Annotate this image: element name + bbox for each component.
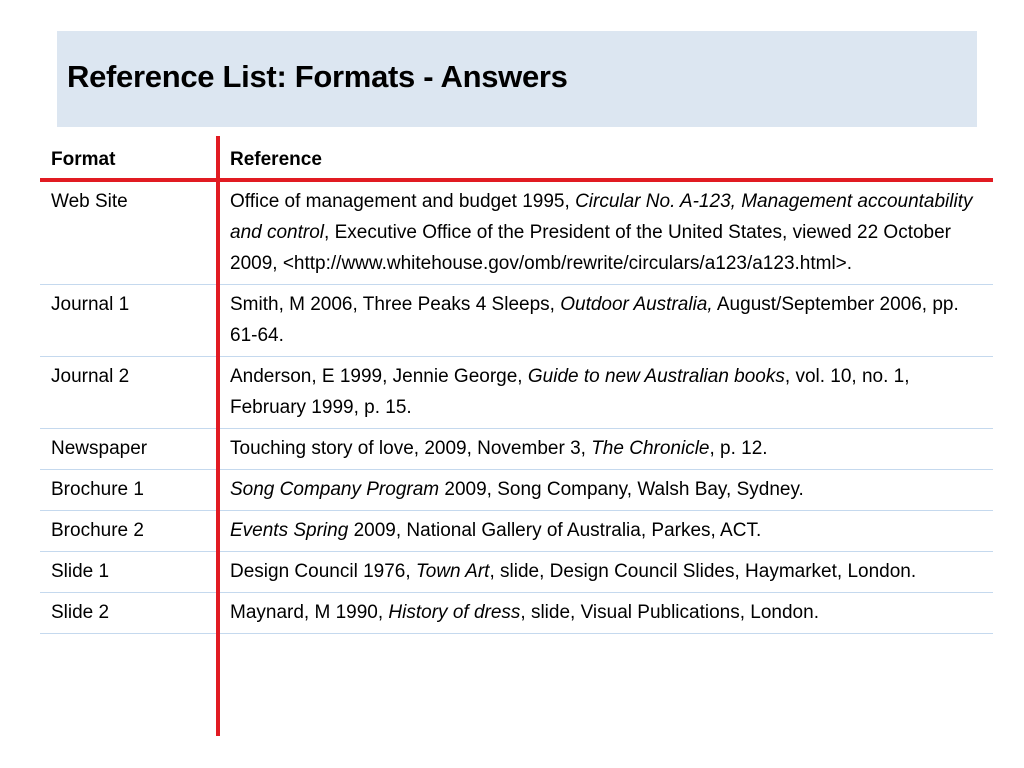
format-cell: Newspaper xyxy=(51,438,148,459)
reference-title-text: The Chronicle xyxy=(591,438,710,459)
table-row xyxy=(40,429,993,470)
format-cell: Brochure 1 xyxy=(51,479,144,500)
format-cell: Journal 1 xyxy=(51,294,130,315)
reference-text: Touching story of love, 2009, November 3, xyxy=(230,438,592,459)
title-bar xyxy=(57,31,977,127)
reference-title-text: Town Art xyxy=(415,561,490,582)
reference-text: Smith, M 2006, Three Peaks 4 Sleeps, xyxy=(230,294,561,315)
reference-title-text: Circular No. A-123, Management accountability and control xyxy=(230,191,973,243)
format-cell: Brochure 2 xyxy=(51,520,144,541)
table-row xyxy=(40,470,993,511)
header-reference: Reference xyxy=(230,149,322,170)
reference-title-text: Events Spring xyxy=(230,520,349,541)
format-cell: Web Site xyxy=(51,191,128,212)
reference-text: August/September 2006, pp. 61-64. xyxy=(230,294,959,346)
table-row xyxy=(40,285,993,357)
reference-cell xyxy=(230,433,982,464)
reference-cell xyxy=(230,186,982,279)
reference-text: , Executive Office of the President of the United States, viewed 22 October 2009, <http://www.whitehouse.gov/omb/rewrite/circulars/a123/a123.html>. xyxy=(230,222,952,274)
reference-text: Design Council 1976, xyxy=(230,561,416,582)
reference-title-text: Guide to new Australian books xyxy=(527,366,785,387)
slide-title: Reference List: Formats - Answers xyxy=(67,59,568,94)
format-cell: Slide 1 xyxy=(51,561,110,582)
reference-cell xyxy=(230,556,982,587)
column-divider xyxy=(216,136,220,736)
table-header-row xyxy=(40,136,993,182)
reference-cell xyxy=(230,361,982,423)
reference-text: Office of management and budget 1995, xyxy=(230,191,576,212)
reference-text: Maynard, M 1990, xyxy=(230,602,389,623)
table-row xyxy=(40,593,993,634)
reference-text: , vol. 10, no. 1, February 1999, p. 15. xyxy=(230,366,910,418)
reference-text: , p. 12. xyxy=(709,438,768,459)
reference-title-text: Song Company Program xyxy=(230,479,440,500)
reference-title-text: History of dress xyxy=(388,602,521,623)
header-format: Format xyxy=(51,149,116,170)
format-cell: Slide 2 xyxy=(51,602,110,623)
table-row xyxy=(40,511,993,552)
reference-cell xyxy=(230,474,982,505)
table-row xyxy=(40,357,993,429)
format-cell: Journal 2 xyxy=(51,366,130,387)
table-body xyxy=(40,182,993,634)
reference-text: 2009, National Gallery of Australia, Parkes, ACT. xyxy=(348,520,762,541)
reference-cell xyxy=(230,597,982,628)
reference-text: , slide, Visual Publications, London. xyxy=(520,602,819,623)
reference-text: Anderson, E 1999, Jennie George, xyxy=(230,366,528,387)
reference-title-text: Outdoor Australia, xyxy=(560,294,713,315)
table-row xyxy=(40,552,993,593)
reference-cell xyxy=(230,289,982,351)
reference-cell xyxy=(230,515,982,546)
reference-table xyxy=(40,136,993,634)
reference-text: , slide, Design Council Slides, Haymarket, London. xyxy=(489,561,917,582)
table-row xyxy=(40,182,993,285)
reference-text: 2009, Song Company, Walsh Bay, Sydney. xyxy=(439,479,804,500)
